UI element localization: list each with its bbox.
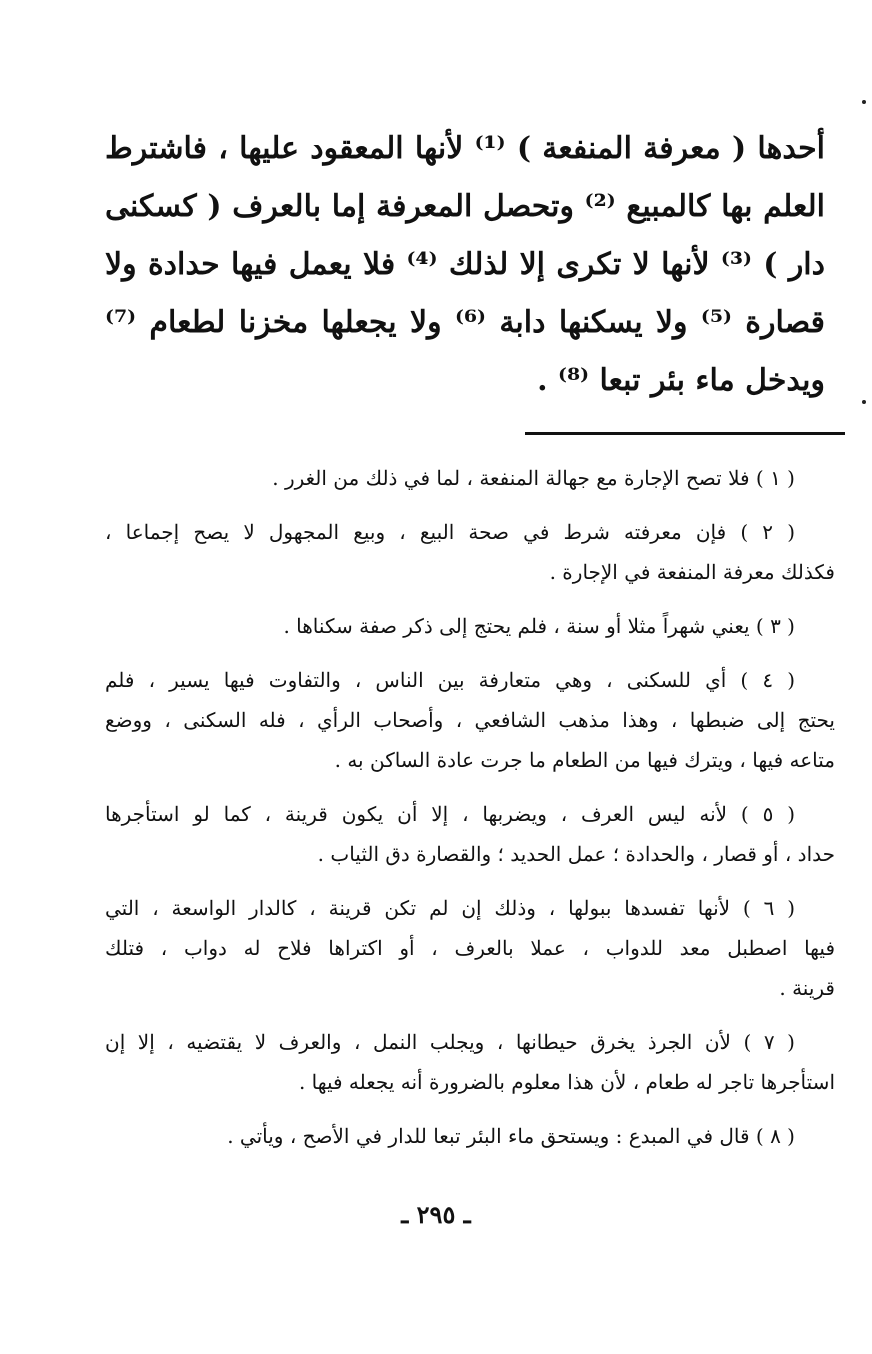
footnote-5	[105, 794, 835, 874]
footnote-4	[105, 660, 835, 780]
footnote-line: يحتج إلى ضبطها ، وهذا مذهب الشافعي ، وأصحاب الرأي ، فله السكنى ، ووضع	[105, 708, 835, 732]
main-text-line: أحدها ( معرفة المنفعة ) ⁽¹⁾ لأنها المعقود عليها ، فاشترط	[105, 131, 825, 166]
page-number: ـ ٢٩٥ ـ	[401, 1200, 471, 1229]
footnote-line: ( ٦ ) لأنها تفسدها ببولها ، وذلك إن لم تكن قرينة ، كالدار الواسعة ، التي	[105, 896, 795, 920]
footnote-7	[105, 1022, 835, 1102]
footnote-line: فكذلك معرفة المنفعة في الإجارة .	[549, 560, 835, 584]
main-text-line: العلم بها كالمبيع ⁽²⁾ وتحصل المعرفة إما بالعرف ( كسكنى	[105, 189, 825, 224]
footnote-line: فيها اصطبل معد للدواب ، عملا بالعرف ، أو اكتراها فلاح له دواب ، فتلك	[105, 936, 836, 960]
main-text-line: دار ) ⁽³⁾ لأنها لا تكرى إلا لذلك ⁽⁴⁾ فلا يعمل فيها حدادة ولا	[105, 247, 825, 282]
footnote-line: ( ٥ ) لأنه ليس العرف ، ويضربها ، إلا أن يكون قرينة ، كما لو استأجرها	[105, 802, 795, 826]
footnote-line: ( ٧ ) لأن الجرذ يخرق حيطانها ، ويجلب النمل ، والعرف لا يقتضيه ، إلا إن	[105, 1030, 795, 1054]
footnote-line: ( ٣ ) يعني شهراً مثلا أو سنة ، فلم يحتج إلى ذكر صفة سكناها .	[283, 614, 795, 638]
scan-speck	[862, 400, 866, 404]
footnote-line: ( ٨ ) قال في المبدع : ويستحق ماء البئر تبعا للدار في الأصح ، ويأتي .	[227, 1124, 795, 1148]
footnote-divider	[525, 432, 845, 435]
footnote-1	[105, 458, 835, 498]
footnote-line: حداد ، أو قصار ، والحدادة ؛ عمل الحديد ؛ والقصارة دق الثياب .	[317, 842, 835, 866]
main-text-line: قصارة ⁽⁵⁾ ولا يسكنها دابة ⁽⁶⁾ ولا يجعلها مخزنا لطعام ⁽⁷⁾	[105, 305, 825, 340]
main-text	[105, 120, 825, 410]
footnote-line: ( ٤ ) أي للسكنى ، وهي متعارفة بين الناس ، والتفاوت فيها يسير ، فلم	[105, 668, 795, 692]
footnote-line: متاعه فيها ، ويترك فيها من الطعام ما جرت عادة الساكن به .	[334, 748, 835, 772]
footnote-line: ( ١ ) فلا تصح الإجارة مع جهالة المنفعة ، لما في ذلك من الغرر .	[272, 466, 795, 490]
main-text-line: ويدخل ماء بئر تبعا ⁽⁸⁾ .	[537, 363, 825, 398]
footnote-2	[105, 512, 835, 592]
footnote-8	[105, 1116, 835, 1156]
footnote-6	[105, 888, 835, 1008]
footnote-line: ( ٢ ) فإن معرفته شرط في صحة البيع ، وبيع المجهول لا يصح إجماعا ،	[105, 520, 795, 544]
footnote-line: استأجرها تاجر له طعام ، لأن هذا معلوم بالضرورة أنه يجعله فيها .	[298, 1070, 835, 1094]
footnote-3	[105, 606, 835, 646]
scan-speck	[862, 100, 866, 104]
footnotes	[105, 458, 835, 1170]
footnote-line: قرينة .	[779, 976, 835, 1000]
